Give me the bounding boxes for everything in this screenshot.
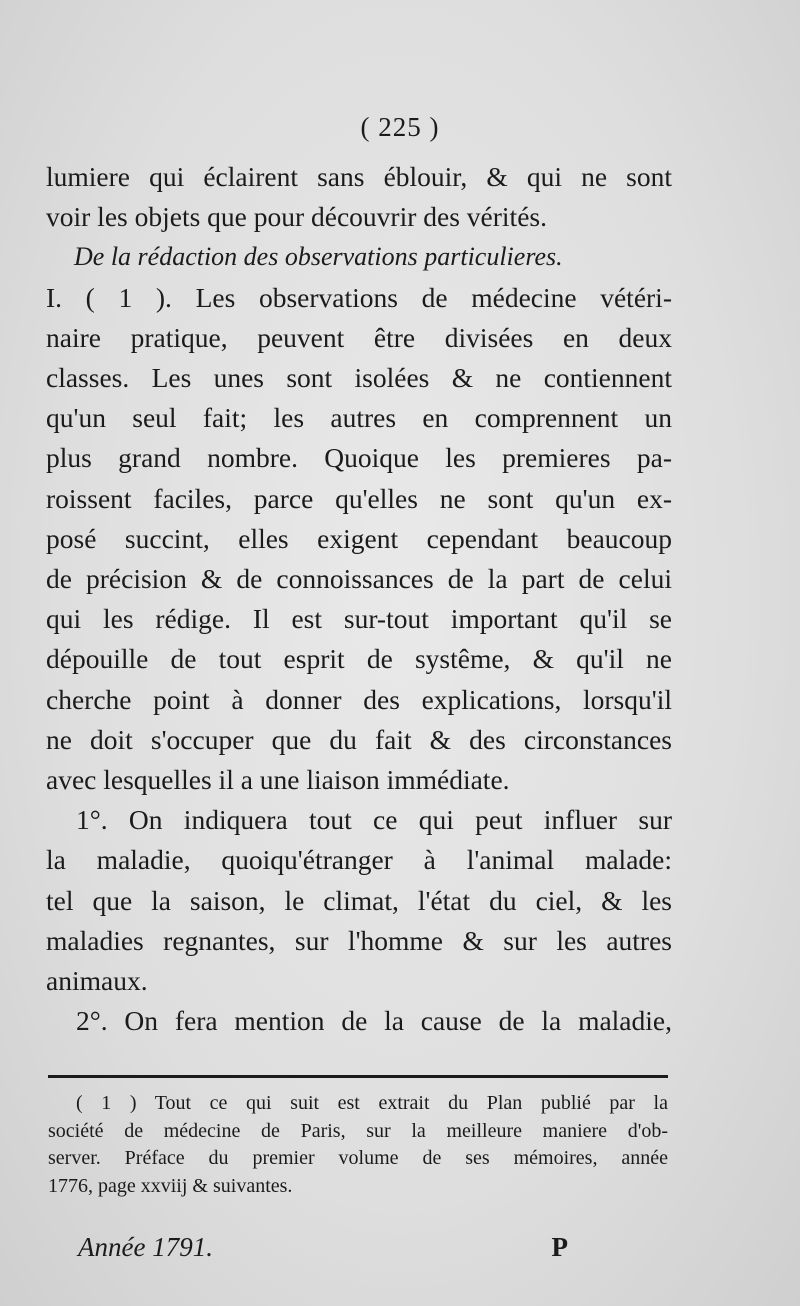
text-line: plus grand nombre. Quoique les premieres pa- [46, 442, 672, 474]
text-line: dépouille de tout esprit de systême, & qu'il ne [46, 643, 672, 675]
text-line: cherche point à donner des explications, lorsqu'il [46, 683, 672, 715]
footnote-line: 1776, page xxviij & suivantes. [48, 1174, 293, 1197]
text-line: 2°. On fera mention de la cause de la maladie, [76, 1005, 672, 1037]
footnote-line: server. Préface du premier volume de ses mémoires, année [48, 1147, 668, 1169]
footer-year: Année 1791. [78, 1232, 213, 1262]
text-line: I. ( 1 ). Les observations de médecine vétéri- [46, 281, 672, 313]
text-line: ne doit s'occuper que du fait & des circonstances [46, 723, 672, 755]
text-line: classes. Les unes sont isolées & ne contiennent [46, 362, 672, 394]
page-footer [78, 1232, 568, 1263]
signature-mark: P [551, 1232, 568, 1262]
text-line: maladies regnantes, sur l'homme & sur les autres [46, 924, 672, 956]
section-heading: De la rédaction des observations particulieres. [74, 242, 563, 272]
footnote-line: ( 1 ) Tout ce qui suit est extrait du Plan publié par la [76, 1092, 668, 1114]
text-line: qu'un seul fait; les autres en comprennent un [46, 402, 672, 434]
footnote-line: société de médecine de Paris, sur la meilleure maniere d'ob- [48, 1119, 668, 1142]
text-line: posé succint, elles exigent cependant beaucoup [46, 522, 672, 554]
text-line: avec lesquelles il a une liaison immédiate. [46, 764, 510, 796]
footnote-rule [48, 1075, 668, 1078]
text-line: tel que la saison, le climat, l'état du ciel, & les [46, 884, 672, 916]
text-line: animaux. [46, 965, 148, 997]
text-line: roissent faciles, parce qu'elles ne sont qu'un ex- [46, 482, 672, 514]
text-line: 1°. On indiquera tout ce qui peut influer sur [76, 804, 672, 836]
text-line: qui les rédige. Il est sur-tout important qu'il se [46, 603, 672, 635]
text-line: naire pratique, peuvent être divisées en deux [46, 321, 672, 353]
text-line: lumiere qui éclairent sans éblouir, & qui ne sont [46, 161, 672, 192]
footnote [48, 1090, 668, 1200]
text-line: de précision & de connoissances de la part de celui [46, 563, 672, 595]
main-text [46, 157, 672, 1041]
text-line: voir les objets que pour découvrir des vérités. [46, 201, 547, 233]
text-line: la maladie, quoiqu'étranger à l'animal malade: [46, 844, 672, 876]
page-number: ( 225 ) [360, 112, 440, 142]
